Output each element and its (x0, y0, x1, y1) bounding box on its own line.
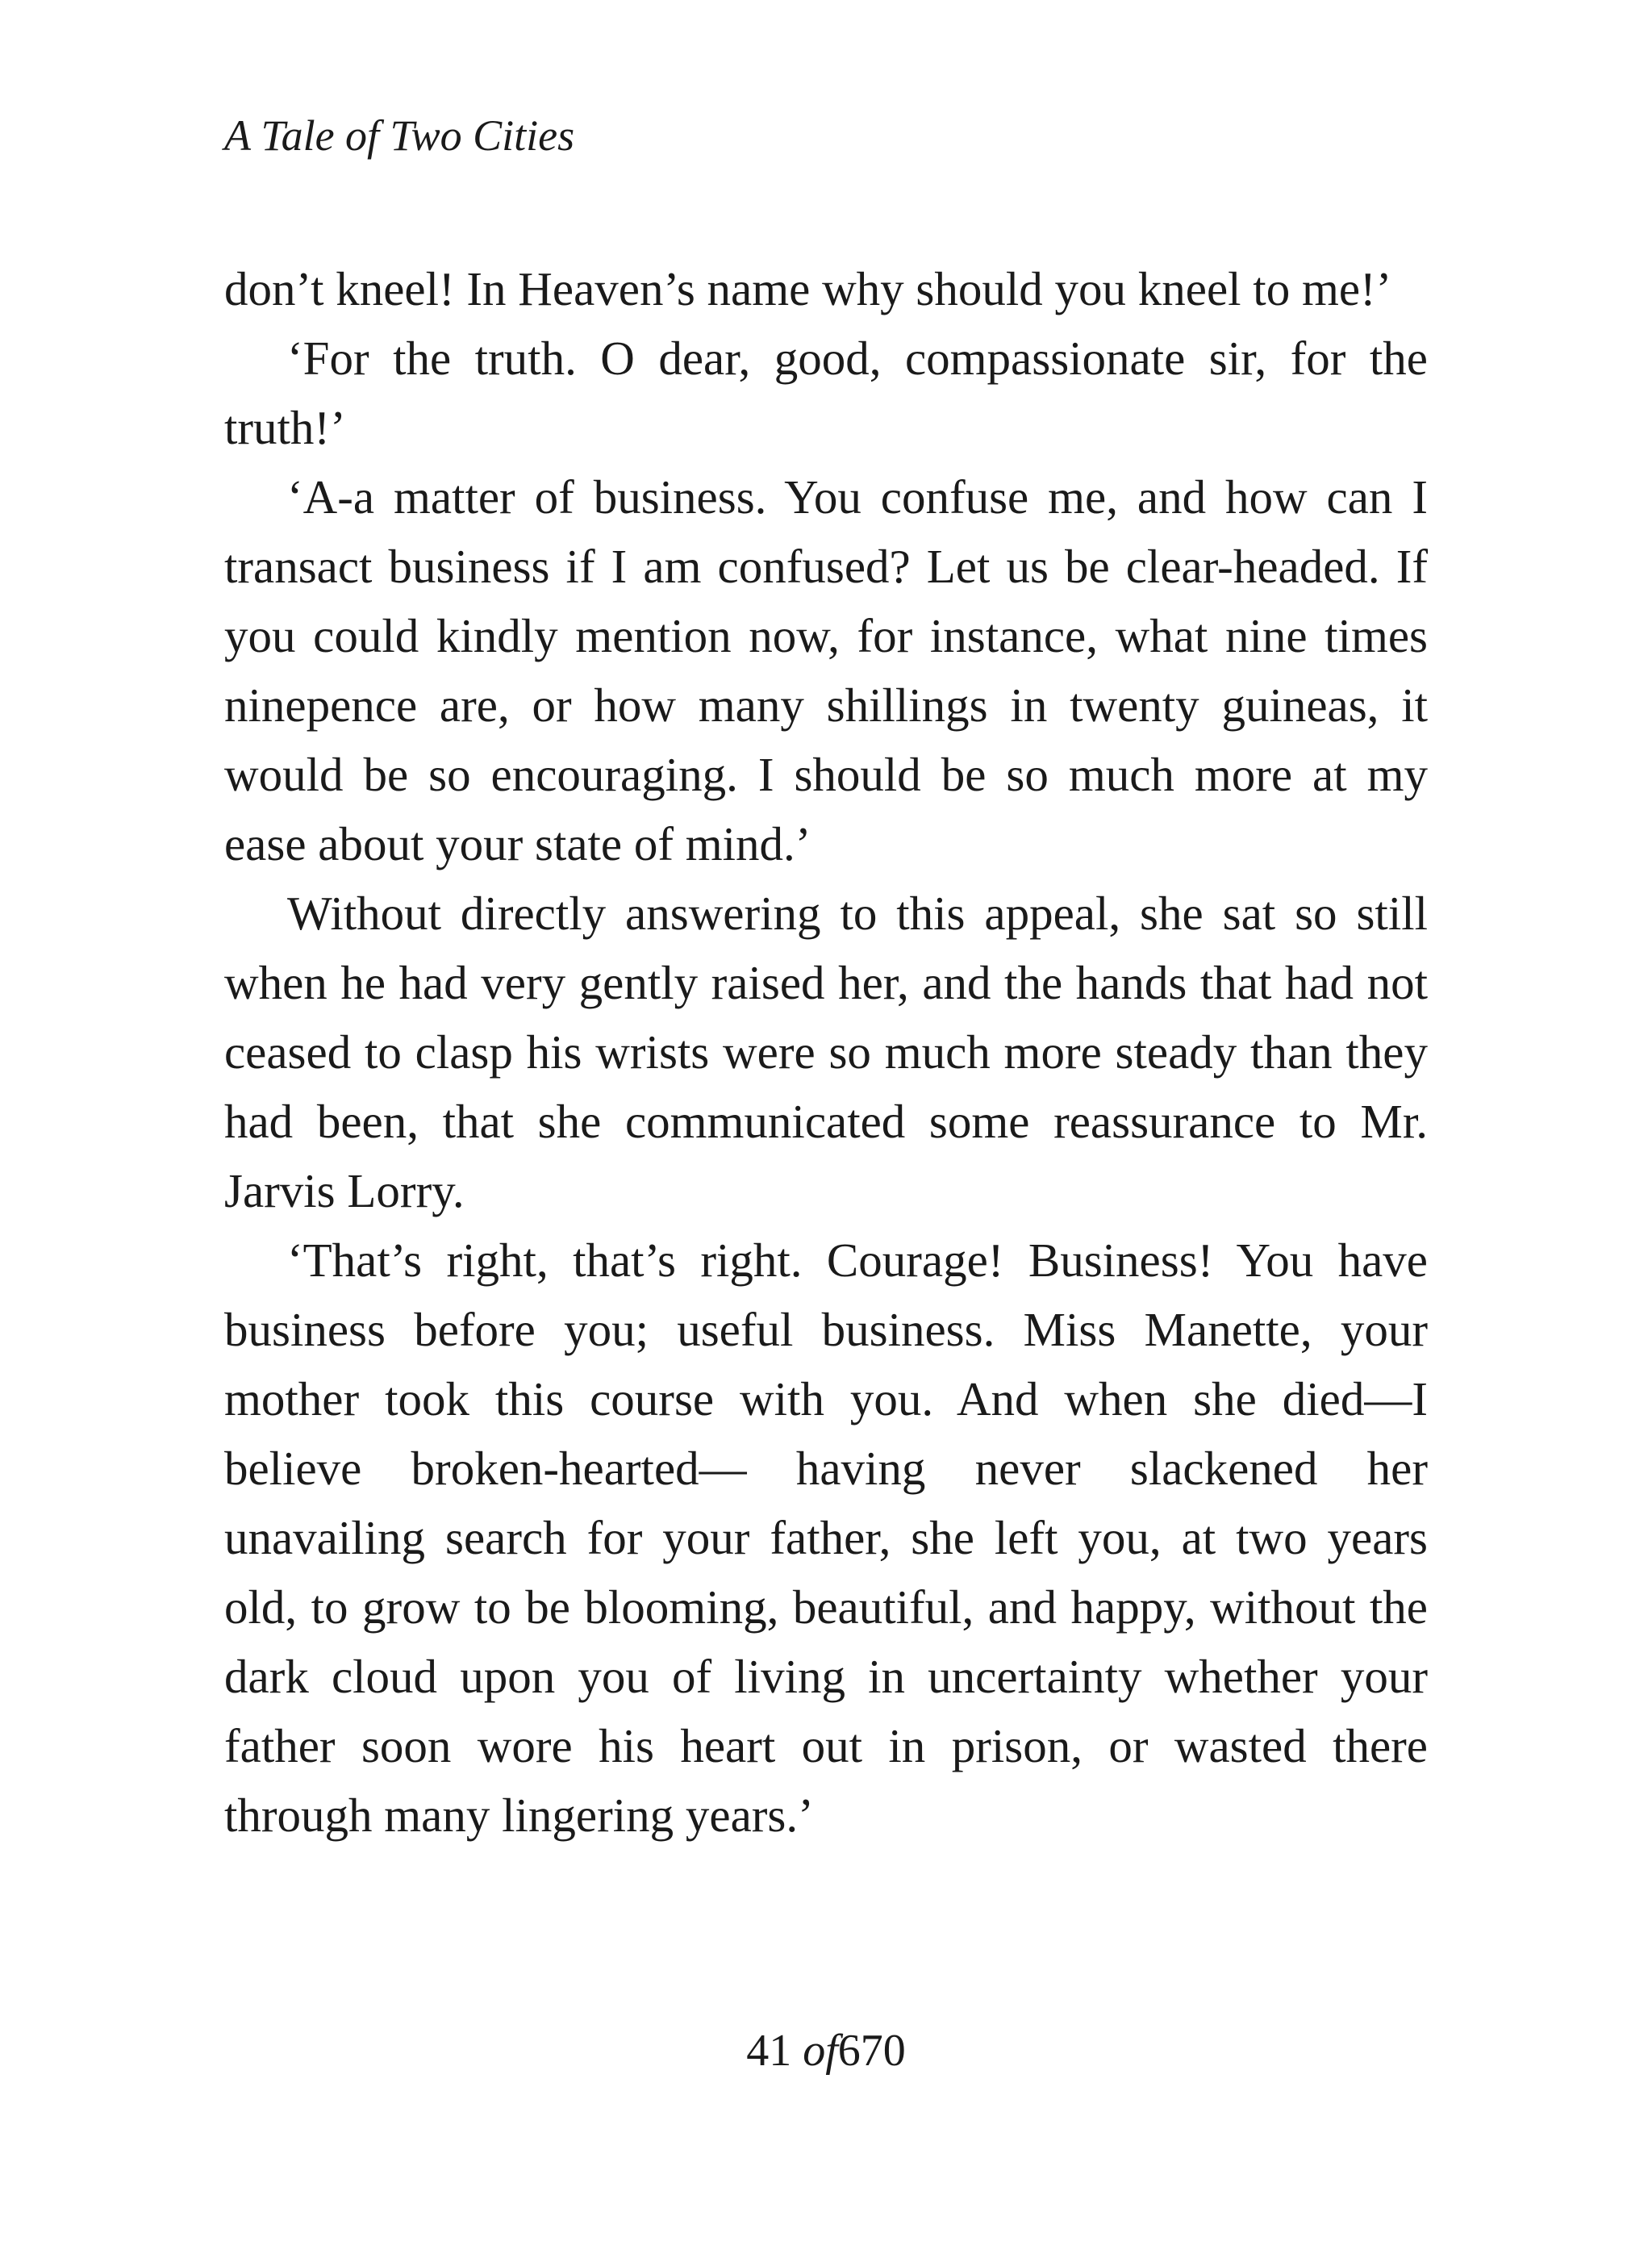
running-head-title: A Tale of Two Cities (224, 111, 575, 160)
current-page-number: 41 (746, 2026, 792, 2076)
paragraph-1: don’t kneel! In Heaven’s name why should you kneel to me!’ (224, 262, 1392, 315)
paragraph-2: ‘For the truth. O dear, good, compassionate sir, for the truth!’ (224, 332, 1428, 454)
total-pages: 670 (837, 2026, 906, 2076)
paragraph-5: ‘That’s right, that’s right. Courage! Business! You have business before you; useful business. Miss Manette, your mother took this course with you. And when she died—I believe broken-hearted— having never slackened her unavailing search for your father, she left you, at two years old, to grow to be blooming, beautiful, and happy, without the dark cloud upon you of living in uncertainty whether your father soon wore his heart out in prison, or wasted there through many lingering years.’ (224, 1233, 1428, 1842)
page-number-footer (0, 2018, 1652, 2083)
paragraph-4: Without directly answering to this appeal, she sat so still when he had very gently raised her, and the hands that had not ceased to clasp his wrists were so much more steady than they had been, that she communicated some reassurance to Mr. Jarvis Lorry. (224, 887, 1428, 1217)
paragraph-3: ‘A-a matter of business. You confuse me, and how can I transact business if I am confused? Let us be clear-headed. If you could kindly mention now, for instance, what nine times ninepence are, or how many shillings in twenty guineas, it would be so encouraging. I should be so much more at my ease about your state of mind.’ (224, 470, 1428, 870)
page-of-label: of (803, 2026, 838, 2076)
body-text (224, 254, 1428, 1850)
